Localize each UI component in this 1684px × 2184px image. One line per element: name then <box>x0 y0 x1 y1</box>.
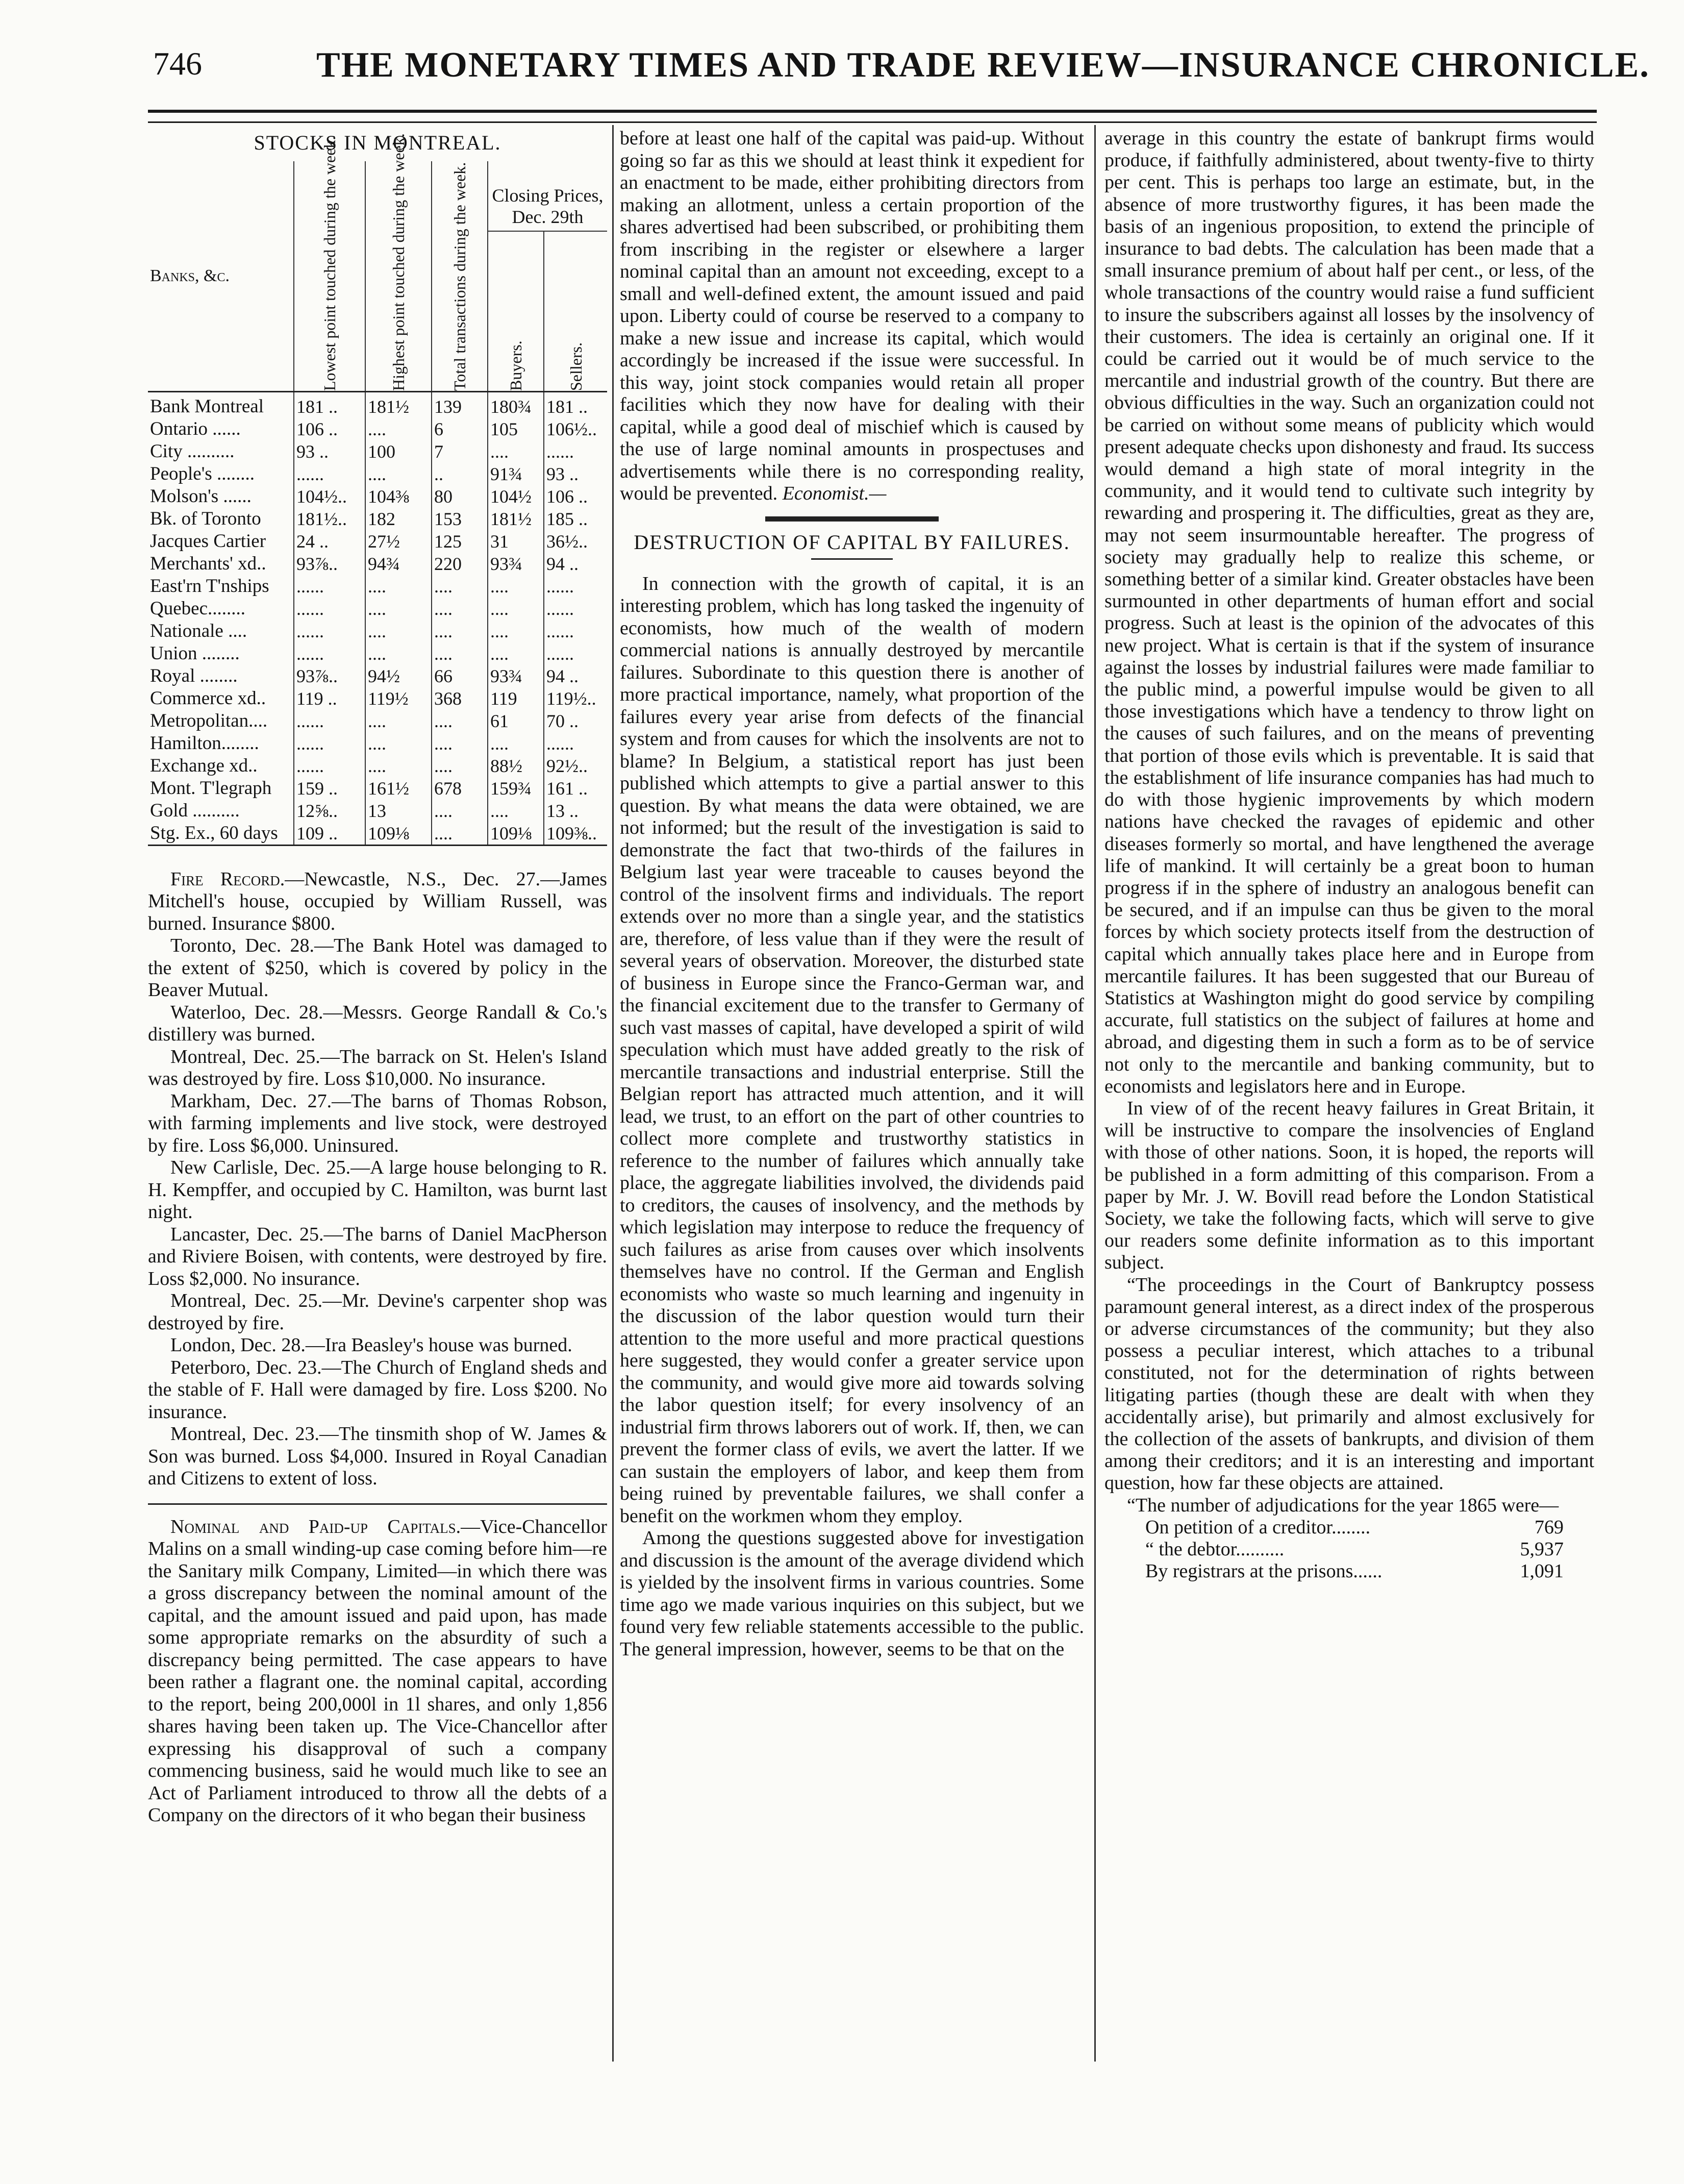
cell-buyers: 105 <box>488 418 544 440</box>
cell-high: 181½ <box>365 391 432 418</box>
cell-high: 94¾ <box>365 553 432 575</box>
fire-record-text: Toronto, Dec. 28.—The Bank Hotel was damaged to the extent of $250, which is covered by policy in the Beaver Mutual. <box>148 935 607 1001</box>
cell-low: 93 .. <box>294 440 365 463</box>
cell-sellers: 106½.. <box>544 418 607 440</box>
cell-low: ...... <box>294 755 365 777</box>
table-row <box>148 530 607 553</box>
cell-sellers: ...... <box>544 620 607 642</box>
cell-buyers: 181½ <box>488 508 544 530</box>
cell-low: ...... <box>294 575 365 598</box>
cell-high: .... <box>365 755 432 777</box>
cell-low: ...... <box>294 732 365 755</box>
fire-record-item <box>148 1334 607 1357</box>
cell-buyers: .... <box>488 620 544 642</box>
nominal-capitals-article <box>148 1516 607 1827</box>
table-row <box>148 777 607 800</box>
cell-total: .... <box>432 598 488 620</box>
fire-record-item <box>148 1423 607 1490</box>
fire-record-text: Montreal, Dec. 25.—The barrack on St. Helen's Island was destroyed by fire. Loss $10,000. No insurance. <box>148 1046 607 1089</box>
cell-total: .. <box>432 463 488 485</box>
cell-total: .... <box>432 755 488 777</box>
cell-low: 93⅞.. <box>294 553 365 575</box>
cell-name: Exchange xd.. <box>150 755 258 776</box>
table-row <box>148 553 607 575</box>
cell-buyers: .... <box>488 598 544 620</box>
cell-sellers: 36½.. <box>544 530 607 553</box>
cell-total: 368 <box>432 687 488 710</box>
table-row <box>148 800 607 822</box>
cell-total: .... <box>432 800 488 822</box>
nominal-lead: Nominal and Paid-up Capitals. <box>170 1516 461 1537</box>
cell-buyers: 93¾ <box>488 665 544 687</box>
cell-total: .... <box>432 710 488 732</box>
destruction-heading: DESTRUCTION OF CAPITAL BY FAILURES. <box>634 530 1070 554</box>
table-row <box>148 598 607 620</box>
cell-total: .... <box>432 642 488 665</box>
col3-para-2: In view of of the recent heavy failures in Great Britain, it will be instructive to compare the insolvencies of England with those of other nations. Soon, it is hoped, the reports will be published in a form admitting of this comparison. From a paper by Mr. J. W. Bovill read before the London Statistical Society, we take the following facts, which will serve to give our readers some definite information as to this important subject. <box>1104 1097 1594 1274</box>
cell-high: .... <box>365 598 432 620</box>
cell-high: .... <box>365 642 432 665</box>
cell-buyers: .... <box>488 800 544 822</box>
cell-sellers: 92½.. <box>544 755 607 777</box>
cell-high: .... <box>365 463 432 485</box>
table-row <box>148 485 607 508</box>
table-row <box>148 391 607 418</box>
cell-low: 12⅝.. <box>294 800 365 822</box>
col-buyers-header: Buyers. <box>507 340 525 391</box>
heading-rule <box>765 516 939 522</box>
cell-buyers: 61 <box>488 710 544 732</box>
cell-high: 182 <box>365 508 432 530</box>
cell-buyers: .... <box>488 440 544 463</box>
adjudication-row <box>1104 1560 1594 1582</box>
cell-sellers: ...... <box>544 732 607 755</box>
table-row <box>148 687 607 710</box>
heading-short-rule <box>811 558 893 560</box>
adjudication-value: 769 <box>1535 1516 1564 1538</box>
cell-low: ...... <box>294 642 365 665</box>
table-row <box>148 642 607 665</box>
column-divider-2 <box>1094 125 1096 2062</box>
header-rule-thin <box>148 121 1597 123</box>
cell-name: Metropolitan.... <box>150 710 268 731</box>
table-row <box>148 418 607 440</box>
cell-low: 93⅞.. <box>294 665 365 687</box>
adjudication-row <box>1104 1517 1594 1538</box>
cell-total: 66 <box>432 665 488 687</box>
page-number: 746 <box>153 45 202 82</box>
cell-total: .... <box>432 732 488 755</box>
cell-low: 181½.. <box>294 508 365 530</box>
fire-record-text: Lancaster, Dec. 25.—The barns of Daniel MacPherson and Riviere Boisen, with contents, were destroyed by fire. Loss $2,000. No insurance. <box>148 1223 607 1289</box>
cell-sellers: 94 .. <box>544 665 607 687</box>
cell-sellers: ...... <box>544 575 607 598</box>
cell-name: Nationale .... <box>150 620 247 641</box>
column-3 <box>1104 128 1594 1582</box>
stocks-title: STOCKS IN MONTREAL. <box>254 131 501 154</box>
cell-total: 220 <box>432 553 488 575</box>
source-credit: Economist.— <box>782 483 887 504</box>
cell-name: Royal ........ <box>150 665 238 686</box>
adjudications-list <box>1104 1517 1594 1583</box>
cell-low: 24 .. <box>294 530 365 553</box>
cell-total: .... <box>432 575 488 598</box>
cell-low: 109 .. <box>294 822 365 846</box>
cell-name: Bank Montreal <box>148 391 294 418</box>
cell-name: City .......... <box>150 440 235 462</box>
table-row <box>148 665 607 687</box>
closing-prices-header: Closing Prices, Dec. 29th <box>488 180 607 232</box>
cell-buyers: .... <box>488 732 544 755</box>
table-row <box>148 822 607 846</box>
cell-name: Mont. T'legraph <box>150 777 272 799</box>
cell-name: Quebec........ <box>150 598 245 619</box>
cell-sellers: 13 .. <box>544 800 607 822</box>
fire-record-item <box>148 1290 607 1334</box>
adjudication-value: 1,091 <box>1520 1560 1564 1582</box>
cell-high: .... <box>365 710 432 732</box>
cell-sellers: 106 .. <box>544 485 607 508</box>
bank-header: Banks, &c. <box>150 266 230 285</box>
table-row <box>148 710 607 732</box>
cell-name: Hamilton........ <box>150 732 259 754</box>
cell-total: 678 <box>432 777 488 800</box>
cell-low: 159 .. <box>294 777 365 800</box>
cell-sellers: 94 .. <box>544 553 607 575</box>
cell-low: ...... <box>294 463 365 485</box>
table-row <box>148 440 607 463</box>
adjudication-row <box>1104 1538 1594 1560</box>
adjudication-label: On petition of a creditor........ <box>1145 1516 1371 1538</box>
table-row <box>148 575 607 598</box>
fire-record-text: Markham, Dec. 27.—The barns of Thomas Robson, with farming implements and live stock, were destroyed by fire. Loss $6,000. Uninsured. <box>148 1090 607 1156</box>
cell-name: Molson's ...... <box>150 485 252 507</box>
cell-buyers: 31 <box>488 530 544 553</box>
adjudication-label: “ the debtor.......... <box>1145 1538 1285 1560</box>
cell-total: .... <box>432 822 488 846</box>
cell-sellers: ...... <box>544 642 607 665</box>
cell-high: .... <box>365 732 432 755</box>
cell-low: 119 .. <box>294 687 365 710</box>
cell-sellers: ...... <box>544 440 607 463</box>
cell-sellers: 93 .. <box>544 463 607 485</box>
col-high-header: Highest point touched during the week. <box>389 133 408 391</box>
cell-sellers: 119½.. <box>544 687 607 710</box>
cell-buyers: 93¾ <box>488 553 544 575</box>
cell-name: Stg. Ex., 60 days <box>148 822 294 846</box>
fire-record-text: —Newcastle, N.S., Dec. 27.—James Mitchell's house, occupied by William Russell, was burned. Insurance $800. <box>148 868 607 934</box>
cell-high: 109⅛ <box>365 822 432 846</box>
cell-buyers: 159¾ <box>488 777 544 800</box>
fire-record-text: New Carlisle, Dec. 25.—A large house belonging to R. H. Kempffer, and occupied by C. Hamilton, was burnt last night. <box>148 1157 607 1223</box>
fire-record-text: Montreal, Dec. 25.—Mr. Devine's carpenter shop was destroyed by fire. <box>148 1290 607 1334</box>
cell-name: East'rn T'nships <box>150 575 269 597</box>
cell-total: 7 <box>432 440 488 463</box>
cell-total: .... <box>432 620 488 642</box>
cell-high: 100 <box>365 440 432 463</box>
cell-sellers: ...... <box>544 598 607 620</box>
cell-total: 153 <box>432 508 488 530</box>
cell-high: .... <box>365 575 432 598</box>
fire-record-item <box>148 1002 607 1046</box>
cell-name: Jacques Cartier <box>150 530 266 552</box>
section-rule <box>148 1503 607 1505</box>
cell-name: People's ........ <box>150 463 255 484</box>
cell-name: Bk. of Toronto <box>150 508 261 529</box>
cell-high: 104⅜ <box>365 485 432 508</box>
col-sellers-header: Sellers. <box>566 342 585 391</box>
cell-high: 27½ <box>365 530 432 553</box>
cell-high: .... <box>365 620 432 642</box>
fire-record-item <box>148 1357 607 1424</box>
fire-record-lead: Fire Record. <box>170 868 285 890</box>
column-1 <box>148 128 607 1827</box>
adjudication-value: 5,937 <box>1520 1538 1564 1560</box>
table-row <box>148 463 607 485</box>
fire-record-text: Waterloo, Dec. 28.—Messrs. George Randall & Co.'s distillery was burned. <box>148 1001 607 1045</box>
destruction-para-2: Among the questions suggested above for investigation and discussion is the amount of the average dividend which is yielded by the insolvent firms in various countries. Some time ago we made various inquiries on this subject, but we found very few reliable statements accessible to the public. The general impression, however, seems to be that on the <box>620 1527 1084 1660</box>
fire-record-section <box>148 868 607 1490</box>
cell-buyers: 91¾ <box>488 463 544 485</box>
masthead-title: THE MONETARY TIMES AND TRADE REVIEW—INSURANCE CHRONICLE. <box>316 45 1650 85</box>
cell-buyers: 109⅛ <box>488 822 544 846</box>
cell-high: 161½ <box>365 777 432 800</box>
cell-high: 94½ <box>365 665 432 687</box>
cell-name: Commerce xd.. <box>150 687 266 709</box>
cell-name: Gold .......... <box>150 800 240 821</box>
cell-name: Union ........ <box>150 642 240 664</box>
cell-low: 104½.. <box>294 485 365 508</box>
cell-name: Ontario ...... <box>150 418 241 439</box>
fire-record-text: London, Dec. 28.—Ira Beasley's house was burned. <box>170 1334 572 1356</box>
col-total-header: Total transactions during the week. <box>450 162 469 391</box>
cell-low: ...... <box>294 710 365 732</box>
header-rule <box>148 110 1597 113</box>
fire-record-item <box>148 1157 607 1224</box>
cell-low: 181 .. <box>294 391 365 418</box>
cell-buyers: .... <box>488 575 544 598</box>
capital-continuation: before at least one half of the capital was paid-up. Without going so far as this we should at least think it expedient for an enactment to be made, either prohibiting directors from making an allotment, unless a certain proportion of the shares advertised had been subscribed, or prohibiting them from inscribing in the register or elsewhere a larger nominal capital than an amount not exceeding, except to a small and well-defined extent, the amount issued and paid upon. Liberty could of course be reserved to a company to make a new issue and increase its capital, which would accordingly be increased if the issue were successful. In this way, joint stock companies would retain all proper facilities which they now have for dealing with their capital, while a good deal of mischief which is caused by the use of large nominal amounts in prospectuses and advertisements while there is no corresponding reality, would be prevented. Economist.— <box>620 128 1084 504</box>
cell-sellers: 109⅜.. <box>544 822 607 846</box>
destruction-para-1: In connection with the growth of capital, it is an interesting problem, which has long tasked the ingenuity of economists, how much of the wealth of modern commercial nations is annually destroyed by mercantile failures. Subordinate to this question there is another of more practical importance, namely, what proportion of the failures every year arise from defects of the financial system and from causes for which the insolvents are not to blame? In Belgium, a statistical report has just been published which attempts to give a partial answer to this question. By what means the data were obtained, we are not informed; but the result of the investigation is said to demonstrate the fact that two-thirds of the failures in Belgium last year were traceable to causes beyond the control of the insolvent firms and individuals. The report extends over no more than a single year, and the statistics are, therefore, of less value than if they were the result of several years of observation. Moreover, the disturbed state of business in Europe since the Franco-German war, and the financial excitement due to the transfer to Germany of such vast masses of capital, have developed a spirit of wild speculation which must have added greatly to the risk of mercantile transactions and industrial enterprise. Still the Belgian report has attracted much attention, and it will lead, we trust, to an effort on the part of other countries to collect more complete and trustworthy statistics in reference to the number of failures which annually take place, the aggregate liabilities involved, the dividends paid to creditors, the causes of insolvency, and the methods by which legislation may interpose to reduce the frequency of such failures as arise from causes over which insolvents themselves have no control. If the German and English economists who waste so much learning and ingenuity in the discussion of the labor question would turn their attention to the more useful and more practical questions here suggested, they would confer a greater service upon the community, and would give more aid towards solving the labor question itself; for every insolvency of an industrial firm throws laborers out of work. If, then, we can prevent the former class of evils, we avert the latter. If we can sustain the employers of labor, and keep them from being ruined by preventable failures, we shall confer a benefit on the workmen whom they employ. <box>620 573 1084 1527</box>
cell-low: ...... <box>294 598 365 620</box>
cell-high: 119½ <box>365 687 432 710</box>
table-row <box>148 732 607 755</box>
nominal-text: —Vice-Chancellor Malins on a small winding-up case coming before him—re the Sanitary milk Company, Limited—in which there was a gross discrepancy between the nominal amount of the capital, and the amount issued and paid upon, has made some appropriate remarks on the absurdity of such a discrepancy being permitted. The case appears to have been rather a flagrant one. the nominal capital, according to the report, being 200,000l in 1l shares, and only 1,856 shares having been taken up. The Vice-Chancellor after expressing his disapproval of such a company commencing business, said he would much like to see an Act of Parliament introduced to throw all the debts of a Company on the directors of it who began their business <box>148 1516 607 1826</box>
fire-record-item <box>148 1090 607 1157</box>
cell-total: 125 <box>432 530 488 553</box>
adjudication-label: By registrars at the prisons...... <box>1145 1560 1383 1582</box>
cell-buyers: 88½ <box>488 755 544 777</box>
cell-buyers: .... <box>488 642 544 665</box>
cell-sellers: 161 .. <box>544 777 607 800</box>
col-low-header: Lowest point touched during the week. <box>320 136 339 391</box>
cell-low: 106 .. <box>294 418 365 440</box>
cell-low: ...... <box>294 620 365 642</box>
cell-buyers: 180¾ <box>488 391 544 418</box>
cell-buyers: 104½ <box>488 485 544 508</box>
fire-record-text: Peterboro, Dec. 23.—The Church of England sheds and the stable of F. Hall were damaged by fire. Loss $200. No insurance. <box>148 1356 607 1423</box>
cell-total: 80 <box>432 485 488 508</box>
cell-sellers: 181 .. <box>544 391 607 418</box>
table-row <box>148 620 607 642</box>
col3-para-4: “The number of adjudications for the year 1865 were— <box>1127 1494 1559 1516</box>
fire-record-item <box>148 868 607 935</box>
column-divider-1 <box>612 125 614 2062</box>
table-row <box>148 755 607 777</box>
fire-record-item <box>148 1046 607 1090</box>
cell-total: 6 <box>432 418 488 440</box>
col3-para-3: “The proceedings in the Court of Bankruptcy possess paramount general interest, as a direct index of the prosperous or adverse circumstances of the community; but they also possess a peculiar interest, which attaches to a tribunal constituted, not for the determination of rights between litigating parties (though these are dealt with when they accidentally arise), but primarily and almost exclusively for the collection of the assets of bankrupts, and division of them among their creditors; and it is an interesting and important question, how far these objects are attained. <box>1104 1274 1594 1494</box>
column-2 <box>620 128 1084 1660</box>
fire-record-text: Montreal, Dec. 23.—The tinsmith shop of W. James & Son was burned. Loss $4,000. Insured in Royal Canadian and Citizens to extent of loss. <box>148 1423 607 1489</box>
col3-para-1: average in this country the estate of bankrupt firms would produce, if faithfully administered, about twenty-five to thirty per cent. This is perhaps too large an estimate, but, in the absence of more trustworthy figures, it has been made the basis of an ingenious proposition, to extend the principle of insurance to bad debts. The calculation has been made that a small insurance premium of about half per cent., or less, of the whole transactions of the country would raise a fund sufficient to insure the subscribers against all losses by the insolvency of their customers. The idea is certainly an original one. If it could be carried out it would be of much service to the mercantile and industrial growth of the country. But there are obvious difficulties in the way. Such an organization could not be carried on without some means of publicity which would present adequate checks upon dishonesty and fraud. Its success would demand a high state of moral integrity in the community, and it would tend to cultivate such integrity by rewarding and prospering it. The difficulties, great as they are, may not seem insurmountable hereafter. The progress of society may gradually help to realize this scheme, or something better of a similar kind. Greater obstacles have been surmounted in other departments of human effort and social progress. Such at least is the opinion of the advocates of this new project. What is certain is that if the system of insurance against the losses by industrial failures were made familiar to the public mind, a powerful impulse would be given to all those investigations which have a tendency to throw light on the causes of such failures, and on the means of preventing that portion of those evils which is preventable. It is said that the establishment of life insurance companies has had much to do with those hygienic improvements by which modern nations have checked the ravages of epidemic and other diseases formerly so mortal, and have lengthened the average life of mankind. It will certainly be a great boon to human progress if in the sphere of industry an analogous benefit can be secured, and if an impulse can thus be given to the moral forces by which society protects itself from the destruction of capital which annually takes place here and in Europe from mercantile failures. It has been suggested that our Bureau of Statistics at Washington might do good service by compiling accurate, full statistics on the subject of failures at home and abroad, and digesting them in such a form as to be of service not only to the mercantile and banking community, but to economists and legislators here and in Europe. <box>1104 128 1594 1097</box>
table-row <box>148 508 607 530</box>
cell-buyers: 119 <box>488 687 544 710</box>
cell-total: 139 <box>432 391 488 418</box>
cell-sellers: 70 .. <box>544 710 607 732</box>
cell-high: 13 <box>365 800 432 822</box>
cell-sellers: 185 .. <box>544 508 607 530</box>
fire-record-item <box>148 1224 607 1290</box>
fire-record-item <box>148 935 607 1002</box>
cell-high: .... <box>365 418 432 440</box>
cell-name: Merchants' xd.. <box>150 553 266 574</box>
